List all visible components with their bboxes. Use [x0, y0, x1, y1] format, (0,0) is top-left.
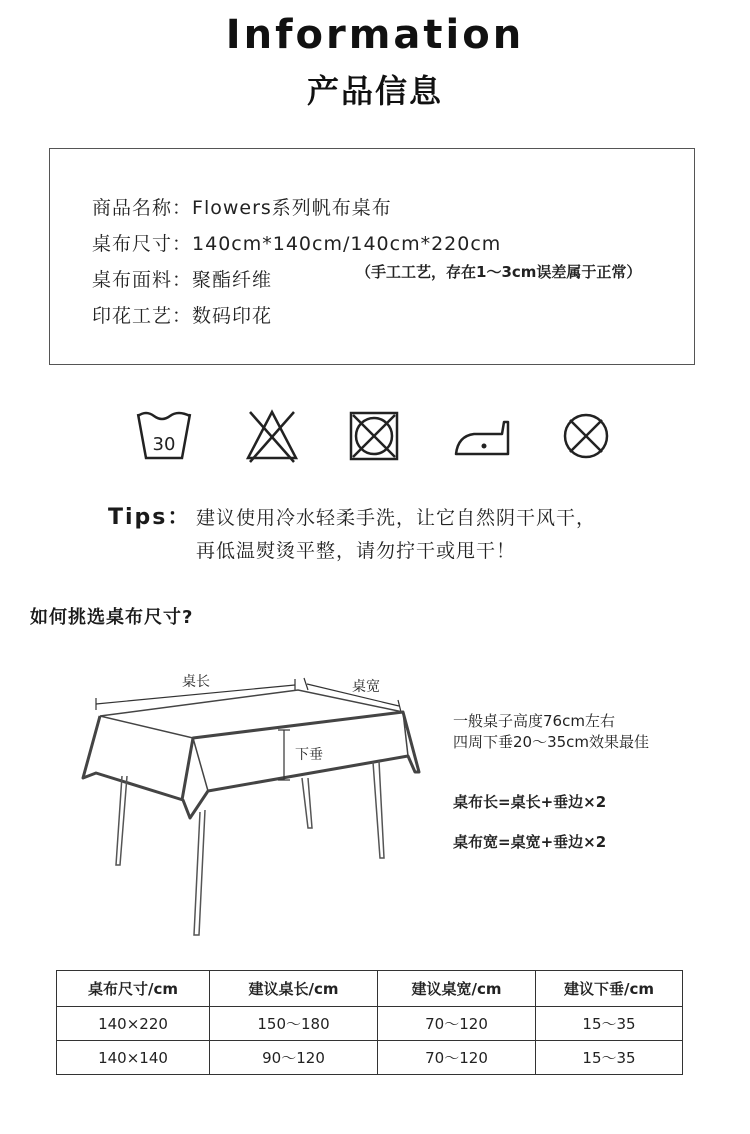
- table-cell: 70～120: [378, 1007, 536, 1041]
- page-title-cn: 产品信息: [306, 72, 443, 110]
- table-length-label: 桌长: [182, 674, 210, 690]
- wash-temp-text: 30: [152, 434, 176, 455]
- size-table: [56, 970, 683, 1075]
- table-header-cell: 桌布尺寸/cm: [57, 971, 210, 1007]
- table-cell: 70～120: [378, 1041, 536, 1075]
- no-dry-clean-icon: [556, 408, 616, 464]
- table-width-label: 桌宽: [352, 679, 380, 695]
- info-row-fabric: [92, 265, 272, 292]
- product-info-box: [49, 148, 695, 365]
- wash-30-icon: [134, 408, 194, 464]
- info-label: 桌布面料：: [92, 269, 193, 291]
- length-formula: 桌布长=桌长+垂边×2: [453, 793, 607, 811]
- tips-line-2: 再低温熨烫平整，请勿拧干或甩干！: [196, 540, 517, 562]
- tablecloth-diagram: [78, 660, 438, 950]
- table-cell: 150～180: [210, 1007, 378, 1041]
- table-cell: 15～35: [536, 1007, 683, 1041]
- drop-label: 下垂: [295, 747, 323, 763]
- table-cell: 140×220: [57, 1007, 210, 1041]
- iron-low-icon: [452, 408, 512, 464]
- info-label: 商品名称：: [92, 197, 193, 219]
- tips-line-1: 建议使用冷水轻柔手洗，让它自然阴干风干，: [196, 507, 597, 529]
- table-cell: 90～120: [210, 1041, 378, 1075]
- info-value: Flowers系列帆布桌布: [192, 197, 392, 219]
- drop-range-note: 四周下垂20～35cm效果最佳: [453, 733, 650, 751]
- table-cell: 140×140: [57, 1041, 210, 1075]
- sizing-section-title: 如何挑选桌布尺寸?: [30, 607, 194, 628]
- info-value: 140cm*140cm/140cm*220cm: [192, 233, 502, 255]
- info-value: 数码印花: [192, 305, 273, 327]
- table-header-cell: 建议桌长/cm: [210, 971, 378, 1007]
- width-formula: 桌布宽=桌宽+垂边×2: [453, 833, 607, 851]
- table-cell: 15～35: [536, 1041, 683, 1075]
- table-header-row: [57, 971, 683, 1007]
- no-bleach-icon: [242, 408, 302, 464]
- table-row: [57, 1007, 683, 1041]
- info-label: 桌布尺寸：: [92, 233, 193, 255]
- table-header-cell: 建议桌宽/cm: [378, 971, 536, 1007]
- no-tumble-dry-icon: [343, 408, 403, 464]
- info-row-name: [92, 193, 392, 220]
- table-row: [57, 1041, 683, 1075]
- table-height-note: 一般桌子高度76cm左右: [453, 712, 615, 730]
- info-label: 印花工艺：: [92, 305, 193, 327]
- info-row-print: [92, 301, 272, 328]
- table-header-cell: 建议下垂/cm: [536, 971, 683, 1007]
- page-title-en: Information: [225, 12, 525, 58]
- tips-label: Tips：: [108, 505, 192, 530]
- info-row-size: [92, 229, 501, 256]
- tolerance-note: （手工工艺，存在1～3cm误差属于正常）: [356, 263, 642, 281]
- info-value: 聚酯纤维: [192, 269, 273, 291]
